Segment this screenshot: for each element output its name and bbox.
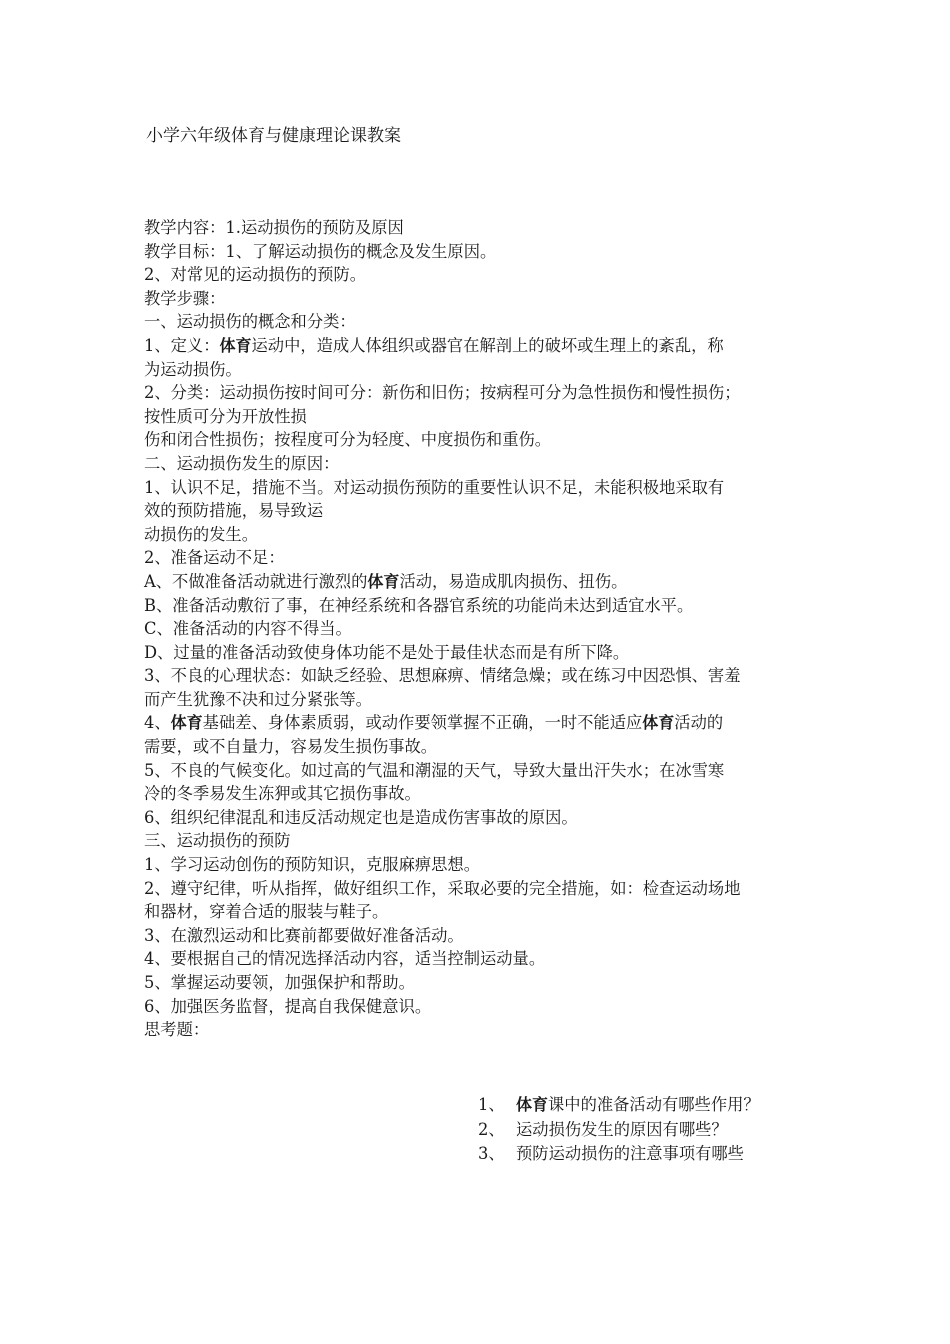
question-item: 2、 运动损伤发生的原因有哪些？ — [478, 1118, 760, 1143]
body-line: 伤和闭合性损伤；按程度可分为轻度、中度损伤和重伤。 — [144, 430, 552, 450]
body-line: 效的预防措施，易导致运 — [144, 501, 324, 521]
body-line: 4、要根据自己的情况选择活动内容，适当控制运动量。 — [144, 949, 546, 969]
body-line: 需要，或不自量力，容易发生损伤事故。 — [144, 737, 438, 757]
question-number: 1、 — [478, 1095, 505, 1114]
section-heading: 三、运动损伤的预防 — [144, 831, 291, 851]
body-line: 6、组织纪律混乱和违反活动规定也是造成伤害事故的原因。 — [144, 807, 578, 827]
body-line: 2、遵守纪律，听从指挥，做好组织工作，采取必要的完全措施，如：检查运动场地 — [144, 878, 741, 898]
section-heading: 思考题： — [144, 1020, 210, 1040]
review-questions — [478, 1093, 760, 1167]
body-line: 和器材，穿着合适的服装与鞋子。 — [144, 902, 389, 922]
question-number: 3、 — [478, 1144, 505, 1163]
keyword-highlight: 体育 — [642, 713, 675, 733]
body-line: 3、在激烈运动和比赛前都要做好准备活动。 — [144, 925, 464, 945]
body-line: 2、分类：运动损伤按时间可分：新伤和旧伤；按病程可分为急性损伤和慢性损伤； — [144, 383, 741, 403]
keyword-highlight: 体育 — [516, 1095, 549, 1114]
question-item: 1、 体育课中的准备活动有哪些作用？ — [478, 1093, 760, 1118]
body-line: 1、认识不足，措施不当。对运动损伤预防的重要性认识不足，未能积极地采取有 — [144, 477, 725, 497]
body-line: 3、不良的心理状态：如缺乏经验、思想麻痹、情绪急燥；或在练习中因恐惧、害羞 — [144, 666, 741, 686]
body-line: A、不做准备活动就进行激烈的体育活动，易造成肌肉损伤、扭伤。 — [144, 571, 628, 591]
body-line: 4、体育基础差、身体素质弱，或动作要领掌握不正确，一时不能适应体育活动的 — [144, 713, 724, 733]
document-title: 小学六年级体育与健康理论课教案 — [146, 126, 401, 146]
body-line: B、准备活动敷衍了事，在神经系统和各器官系统的功能尚未达到适宜水平。 — [144, 595, 694, 615]
body-line: 动损伤的发生。 — [144, 524, 258, 544]
body-line: 为运动损伤。 — [144, 359, 242, 379]
body-line: 而产生犹豫不决和过分紧张等。 — [144, 689, 372, 709]
body-line: 教学目标：1、了解运动损伤的概念及发生原因。 — [144, 241, 497, 261]
body-line: C、准备活动的内容不得当。 — [144, 619, 352, 639]
keyword-highlight: 体育 — [367, 571, 400, 591]
section-heading: 一、运动损伤的概念和分类： — [144, 312, 356, 332]
body-line: 2、准备运动不足： — [144, 548, 285, 568]
body-line: 按性质可分为开放性损 — [144, 406, 307, 426]
body-line: 2、对常见的运动损伤的预防。 — [144, 265, 367, 285]
body-line: 教学步骤： — [144, 288, 226, 308]
body-line: 5、掌握运动要领，加强保护和帮助。 — [144, 973, 415, 992]
body-line: 5、不良的气候变化。如过高的气温和潮湿的天气，导致大量出汗失水；在冰雪寒 — [144, 760, 725, 780]
body-line: 1、定义：体育运动中，造成人体组织或器官在解剖上的破坏或生理上的紊乱，称 — [144, 335, 724, 355]
body-line: 1、学习运动创伤的预防知识，克服麻痹思想。 — [144, 855, 480, 875]
question-item: 3、 预防运动损伤的注意事项有哪些 — [478, 1142, 760, 1167]
document-body — [144, 216, 814, 1042]
body-line: 冷的冬季易发生冻狎或其它损伤事故。 — [144, 784, 421, 804]
body-line: 教学内容：1.运动损伤的预防及原因 — [144, 218, 404, 237]
keyword-highlight: 体育 — [219, 335, 252, 355]
body-line: D、过量的准备活动致使身体功能不是处于最佳状态而是有所下降。 — [144, 642, 630, 662]
keyword-highlight: 体育 — [170, 713, 203, 733]
section-heading: 二、运动损伤发生的原因： — [144, 453, 340, 473]
body-line: 6、加强医务监督，提高自我保健意识。 — [144, 996, 432, 1016]
question-number: 2、 — [478, 1119, 505, 1139]
